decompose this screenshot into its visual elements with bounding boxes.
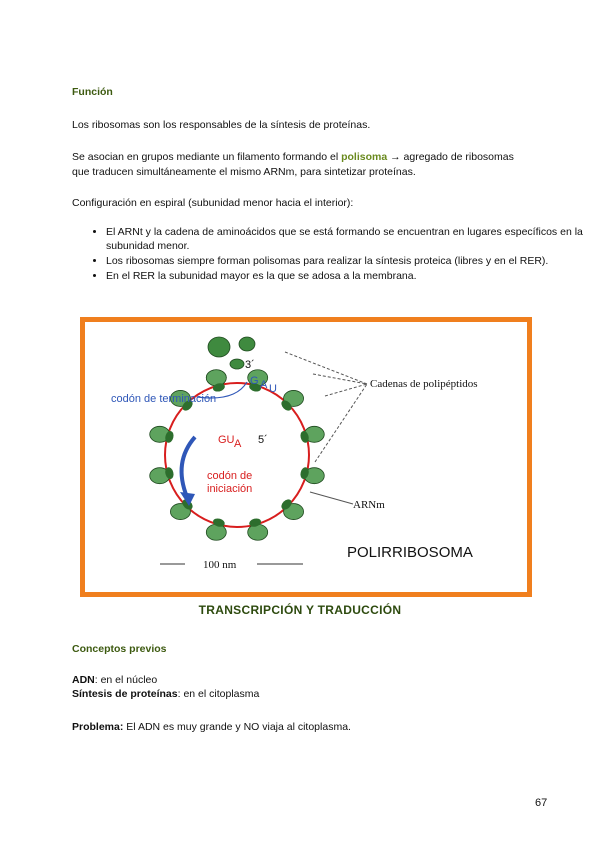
chain-leader-lines — [285, 352, 367, 462]
list-item: • El ARNt y la cadena de aminoácidos que se está formando se encuentran en lugares específicos en la subunidad menor. — [106, 225, 586, 253]
list-item: • Los ribosomas siempre forman polisomas para realizar la síntesis proteica (libres y en el RER). — [106, 254, 586, 268]
polisoma-text-after: → agregado de ribosomas — [387, 151, 514, 163]
start-codon-a: A — [234, 438, 242, 450]
start-codon-label-1: codón de — [207, 470, 253, 482]
polisoma-highlight: polisoma — [341, 151, 388, 163]
section-title-transcripcion: TRANSCRIPCIÓN Y TRADUCCIÓN — [198, 603, 402, 617]
label-chains: Cadenas de polipéptidos — [370, 378, 478, 390]
ribosome — [299, 426, 324, 443]
polyribosome-diagram — [85, 322, 527, 592]
problema-text: El ADN es muy grande y NO viaja al citoplasma. — [123, 721, 351, 733]
stop-codon-u: U — [269, 383, 277, 395]
bullet-list — [72, 225, 586, 284]
ribosome — [299, 466, 324, 483]
list-item: • En el RER la subunidad mayor es la que se adosa a la membrana. — [106, 269, 586, 283]
label-5-prime: 5´ — [258, 434, 268, 446]
problema-label: Problema: — [72, 721, 124, 733]
section-heading-funcion: Función — [72, 86, 113, 98]
label-scale: 100 nm — [203, 559, 237, 571]
paragraph-configuracion: Configuración en espiral (subunidad menor hacia el interior): — [72, 197, 354, 209]
adn-label: ADN — [72, 674, 95, 686]
start-codon-label-2: iniciación — [207, 483, 253, 495]
direction-arrow — [182, 437, 195, 497]
figure-title: POLIRRIBOSOMA — [347, 544, 473, 561]
line-sintesis — [72, 687, 259, 702]
stop-codon-g: G — [250, 375, 259, 387]
line-adn — [72, 673, 157, 688]
paragraph-ribosomas: Los ribosomas son los responsables de la síntesis de proteínas. — [72, 119, 371, 131]
ribosome — [150, 466, 175, 483]
section-heading-conceptos: Conceptos previos — [72, 643, 167, 655]
start-codon-gu: GU — [218, 434, 235, 446]
line-problema — [72, 720, 351, 735]
ribosome — [150, 426, 175, 443]
polisoma-line2: que traducen simultáneamente el mismo ARNm, para sintetizar proteínas. — [72, 166, 416, 178]
page-number: 67 — [535, 797, 548, 809]
adn-text: : en el núcleo — [94, 674, 158, 686]
stop-codon-a: A — [260, 379, 268, 391]
label-3-prime: 3´ — [245, 359, 255, 371]
polyribosome-figure — [80, 317, 532, 597]
label-stop-codon: codón de terminación — [111, 393, 217, 405]
label-mrna: ARNm — [353, 499, 385, 511]
paragraph-polisoma — [72, 150, 552, 180]
sintesis-text: : en el citoplasma — [177, 688, 260, 700]
sintesis-label: Síntesis de proteínas — [72, 688, 178, 700]
mrna-leader-line — [310, 492, 353, 504]
polisoma-text-before: Se asocian en grupos mediante un filamento formando el — [72, 151, 342, 163]
